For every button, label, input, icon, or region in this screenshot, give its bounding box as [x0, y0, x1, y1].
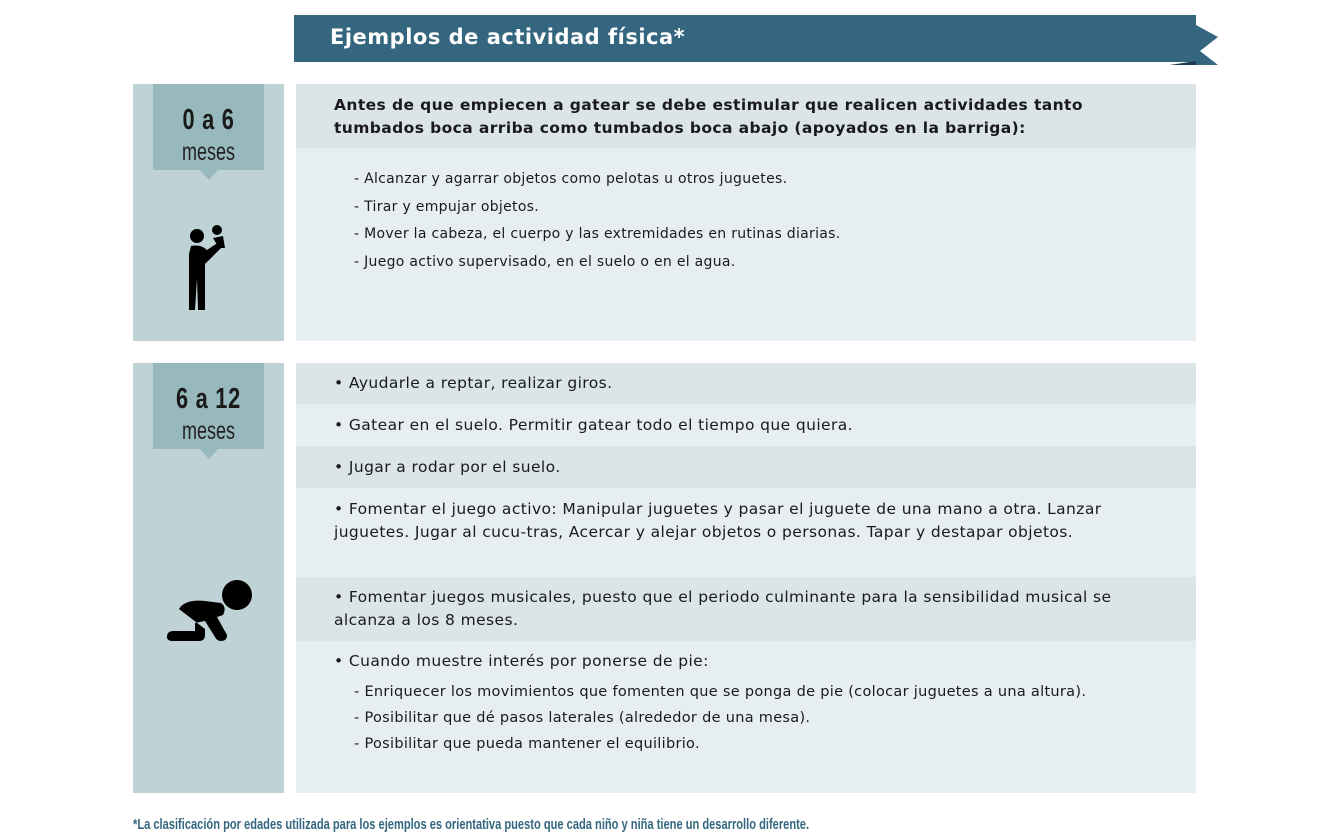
title-banner — [294, 15, 1196, 62]
age-panel-6-12 — [133, 363, 284, 793]
age-panel-0-6 — [133, 84, 284, 341]
list-item: - Tirar y empujar objetos. — [354, 198, 540, 215]
sub-item: - Enriquecer los movimientos que fomenten que se ponga de pie (colocar juguetes a una altura). — [354, 684, 1087, 700]
age-range: 0 a 6 — [182, 104, 235, 136]
list-item-standing — [296, 641, 1196, 793]
list-item: - Juego activo supervisado, en el suelo o en el agua. — [354, 253, 736, 270]
section-6-12-content — [296, 363, 1196, 793]
list-item: • Jugar a rodar por el suelo. — [296, 446, 1196, 488]
list-item: • Gatear en el suelo. Permitir gatear todo el tiempo que quiera. — [296, 404, 1196, 446]
age-label-box — [153, 363, 264, 449]
adult-holding-baby-icon — [185, 224, 231, 314]
list-item-label: • Cuando muestre interés por ponerse de pie: — [334, 652, 709, 670]
age-label-box — [153, 84, 264, 170]
section-intro: Antes de que empiecen a gatear se debe estimular que realicen actividades tanto tumbados boca arriba como tumbados boca abajo (apoyados en la barriga): — [296, 84, 1196, 148]
list-item: - Mover la cabeza, el cuerpo y las extremidades en rutinas diarias. — [354, 226, 841, 242]
age-range: 6 a 12 — [176, 383, 241, 415]
age-unit: meses — [181, 138, 236, 166]
ribbon-tail — [1170, 25, 1220, 67]
list-item: • Fomentar el juego activo: Manipular juguetes y pasar el juguete de una mano a otra. Lanzar juguetes. Jugar al cucu-tras, Acercar y alejar objetos o personas. Tapar y destapar objetos. — [296, 488, 1196, 577]
section-0-6-content — [296, 84, 1196, 341]
sub-item: - Posibilitar que pueda mantener el equilibrio. — [354, 736, 700, 752]
activity-list — [296, 148, 1196, 341]
age-unit: meses — [181, 417, 236, 445]
crawling-baby-icon — [165, 579, 255, 643]
sub-item: - Posibilitar que dé pasos laterales (alrededor de una mesa). — [354, 710, 811, 726]
list-item: • Fomentar juegos musicales, puesto que el periodo culminante para la sensibilidad musical se alcanza a los 8 meses. — [296, 577, 1196, 641]
list-item: • Ayudarle a reptar, realizar giros. — [296, 363, 1196, 404]
list-item: - Alcanzar y agarrar objetos como pelotas u otros juguetes. — [354, 171, 788, 187]
page-title: Ejemplos de actividad física* — [330, 25, 686, 49]
footnote: *La clasificación por edades utilizada para los ejemplos es orientativa puesto que cada niño y niña tiene un desarrollo diferente. — [133, 816, 810, 833]
